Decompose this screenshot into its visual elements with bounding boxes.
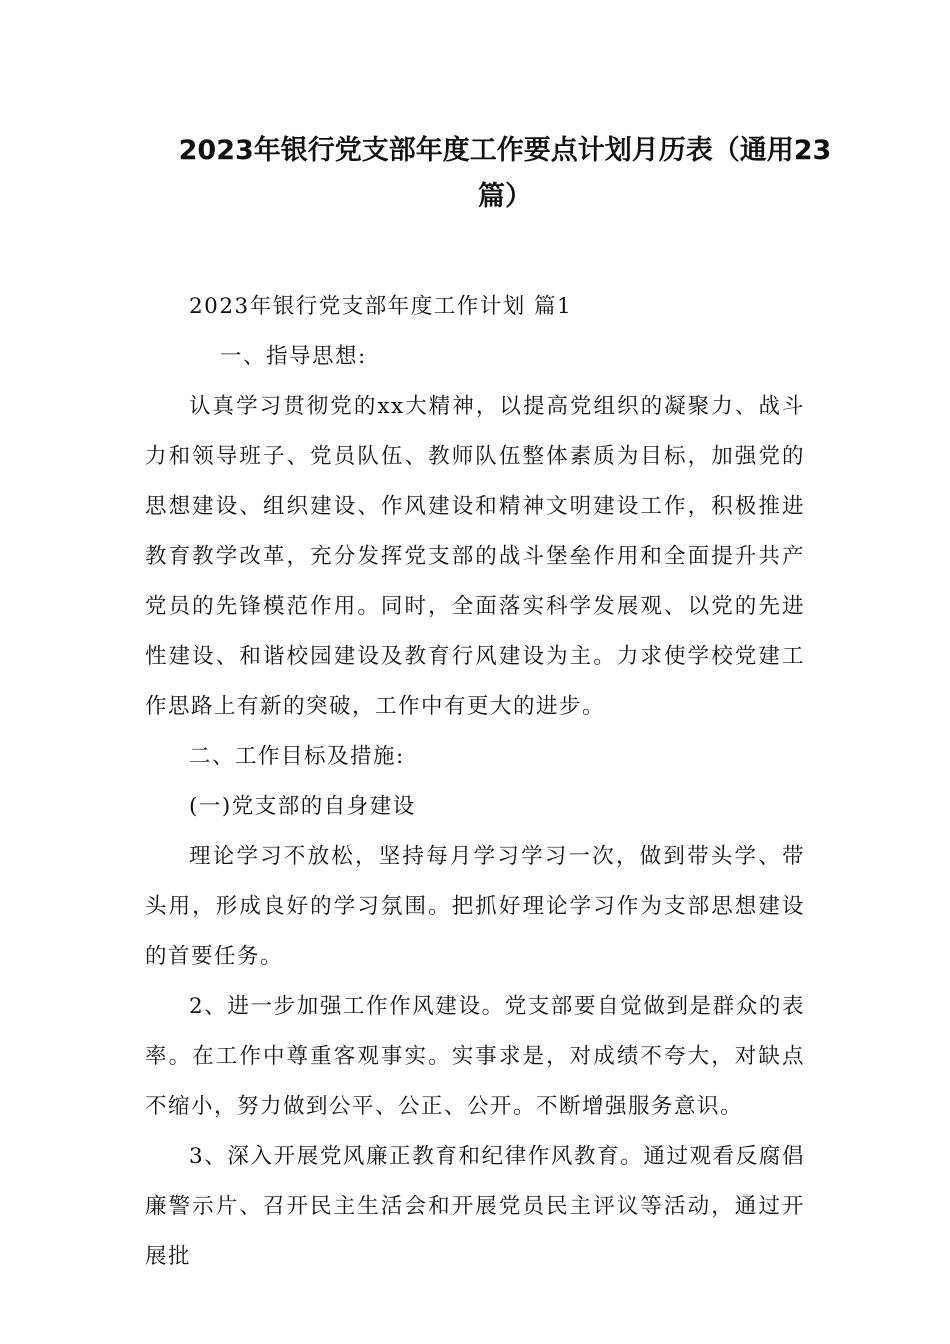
body-paragraph: 3、深入开展党风廉正教育和纪律作风教育。通过观看反腐倡廉警示片、召开民主生活会和开展党员民主评议等活动，通过开展批 bbox=[145, 1144, 805, 1269]
body-paragraph: 理论学习不放松，坚持每月学习学习一次，做到带头学、带头用，形成良好的学习氛围。把抓好理论学习作为支部思想建设的首要任务。 bbox=[145, 844, 805, 969]
body-paragraph: 2、进一步加强工作作风建设。党支部要自觉做到是群众的表率。在工作中尊重客观事实。实事求是，对成绩不夸大，对缺点不缩小，努力做到公平、公正、公开。不断增强服务意识。 bbox=[145, 994, 805, 1119]
document-title-line-2: 篇） bbox=[478, 181, 532, 212]
section-heading: 2023年银行党支部年度工作计划 篇1 bbox=[189, 294, 573, 319]
body-paragraph: 认真学习贯彻党的xx大精神，以提高党组织的凝聚力、战斗力和领导班子、党员队伍、教师队伍整体素质为目标，加强党的思想建设、组织建设、作风建设和精神文明建设工作，积极推进教育教学改革，充分发挥党支部的战斗堡垒作用和全面提升共产党员的先锋模范作用。同时，全面落实科学发展观、以党的先进性建设、和谐校园建设及教育行风建设为主。力求使学校党建工作思路上有新的突破，工作中有更大的进步。 bbox=[145, 394, 805, 719]
document-body bbox=[145, 282, 805, 1282]
subsection-heading: (一)党支部的自身建设 bbox=[189, 794, 416, 819]
document-title bbox=[150, 128, 860, 220]
subsection-heading: 二、工作目标及措施: bbox=[189, 744, 405, 769]
subsection-heading: 一、指导思想: bbox=[220, 344, 367, 369]
document-title-line-1: 2023年银行党支部年度工作要点计划月历表（通用23 bbox=[178, 135, 832, 166]
